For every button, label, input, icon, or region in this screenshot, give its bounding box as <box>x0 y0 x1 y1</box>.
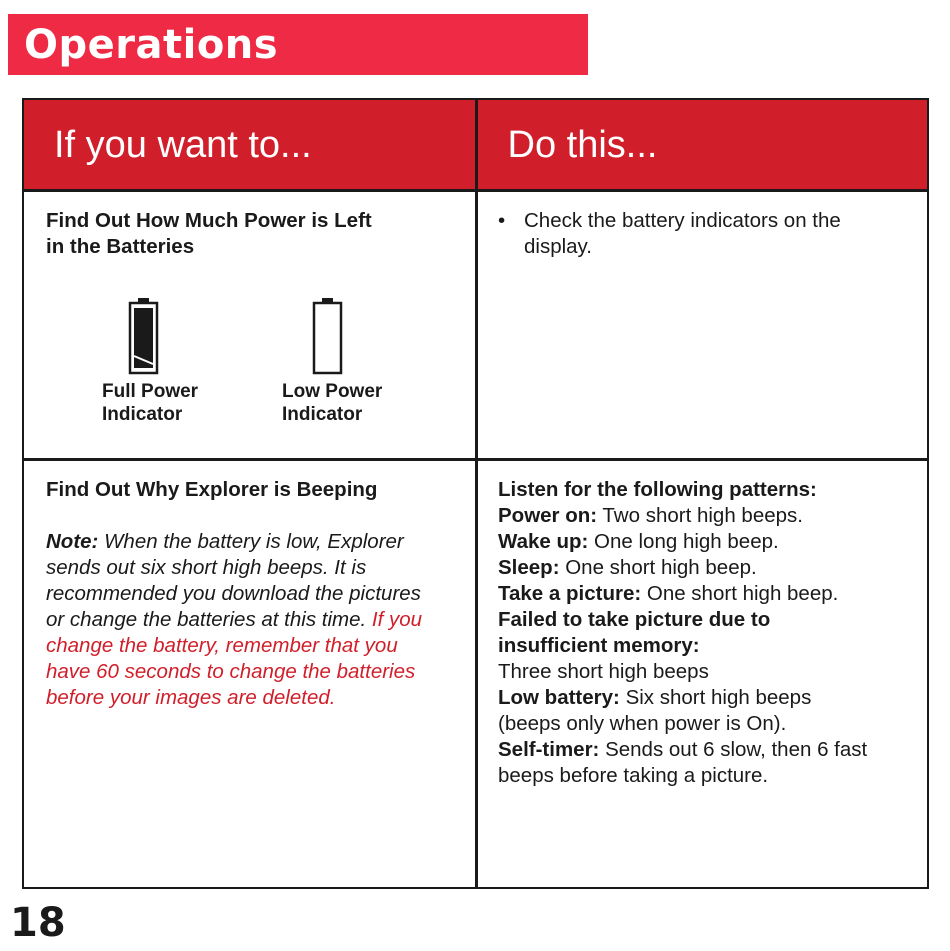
pattern-sleep <box>498 555 918 581</box>
pattern-low-battery <box>498 685 918 711</box>
page-number: 18 <box>10 900 66 946</box>
pattern-power-on <box>498 503 918 529</box>
row1-task-line: Find Out How Much Power is Left <box>46 209 372 232</box>
pattern-take-picture <box>498 581 918 607</box>
row1-task <box>46 208 372 260</box>
warning-line: change the battery, remember that you <box>46 634 398 657</box>
bullet-icon: • <box>498 209 506 232</box>
battery-low-icon <box>312 296 344 376</box>
header-do-this: Do this... <box>478 100 927 190</box>
pattern-text: One long high beep. <box>588 530 779 553</box>
full-power-label-line: Full Power <box>102 381 199 402</box>
pattern-label: insufficient memory: <box>498 634 700 657</box>
full-battery-indicator <box>128 296 160 381</box>
pattern-label: Low battery: <box>498 686 620 709</box>
pattern-text: beeps before taking a picture. <box>498 764 769 787</box>
pattern-label: Sleep: <box>498 556 560 579</box>
warning-line: before your images are deleted. <box>46 686 336 709</box>
operations-table <box>22 98 929 889</box>
pattern-text: One short high beep. <box>559 556 757 579</box>
full-power-label-line: Indicator <box>102 404 183 425</box>
low-power-label-line: Indicator <box>282 404 363 425</box>
note-line: or change the batteries at this time. <box>46 608 367 631</box>
pattern-text: (beeps only when power is On). <box>498 712 787 735</box>
section-banner <box>8 14 588 75</box>
row1-action <box>498 208 908 260</box>
header-if-you-want: If you want to... <box>24 100 475 190</box>
row2-task-title: Find Out Why Explorer is Beeping <box>46 478 378 501</box>
row2-action <box>498 477 918 789</box>
pattern-label: Self-timer: <box>498 738 600 761</box>
note-line: recommended you download the pictures <box>46 582 421 605</box>
section-title: Operations <box>24 21 279 68</box>
pattern-text: Three short high beeps <box>498 660 709 683</box>
column-divider <box>475 100 478 887</box>
pattern-label: Power on: <box>498 504 598 527</box>
pattern-wake-up <box>498 529 918 555</box>
row1-action-line: Check the battery indicators on the <box>524 209 841 232</box>
pattern-text: Six short high beeps <box>619 686 812 709</box>
pattern-label: Wake up: <box>498 530 589 553</box>
pattern-text: Sends out 6 slow, then 6 fast <box>599 738 868 761</box>
low-power-label <box>282 380 382 426</box>
beeping-note <box>46 529 466 711</box>
patterns-heading: Listen for the following patterns: <box>498 478 817 501</box>
row1-task-line: in the Batteries <box>46 235 195 258</box>
header-divider <box>24 189 927 192</box>
note-line: sends out six short high beeps. It is <box>46 556 367 579</box>
low-battery-indicator <box>312 296 344 381</box>
warning-line: have 60 seconds to change the batteries <box>46 660 416 683</box>
low-power-label-line: Low Power <box>282 381 383 402</box>
pattern-self-timer <box>498 737 918 763</box>
note-line: When the battery is low, Explorer <box>98 530 404 553</box>
row2-task <box>46 477 466 711</box>
note-label: Note: <box>46 530 99 553</box>
full-power-label <box>102 380 198 426</box>
battery-full-icon <box>128 296 160 376</box>
pattern-text: One short high beep. <box>641 582 839 605</box>
pattern-text: Two short high beeps. <box>597 504 803 527</box>
row-divider <box>24 458 927 461</box>
pattern-label: Take a picture: <box>498 582 642 605</box>
row1-action-line: display. <box>524 235 592 258</box>
warning-line: If you <box>366 608 423 631</box>
pattern-label: Failed to take picture due to <box>498 608 771 631</box>
